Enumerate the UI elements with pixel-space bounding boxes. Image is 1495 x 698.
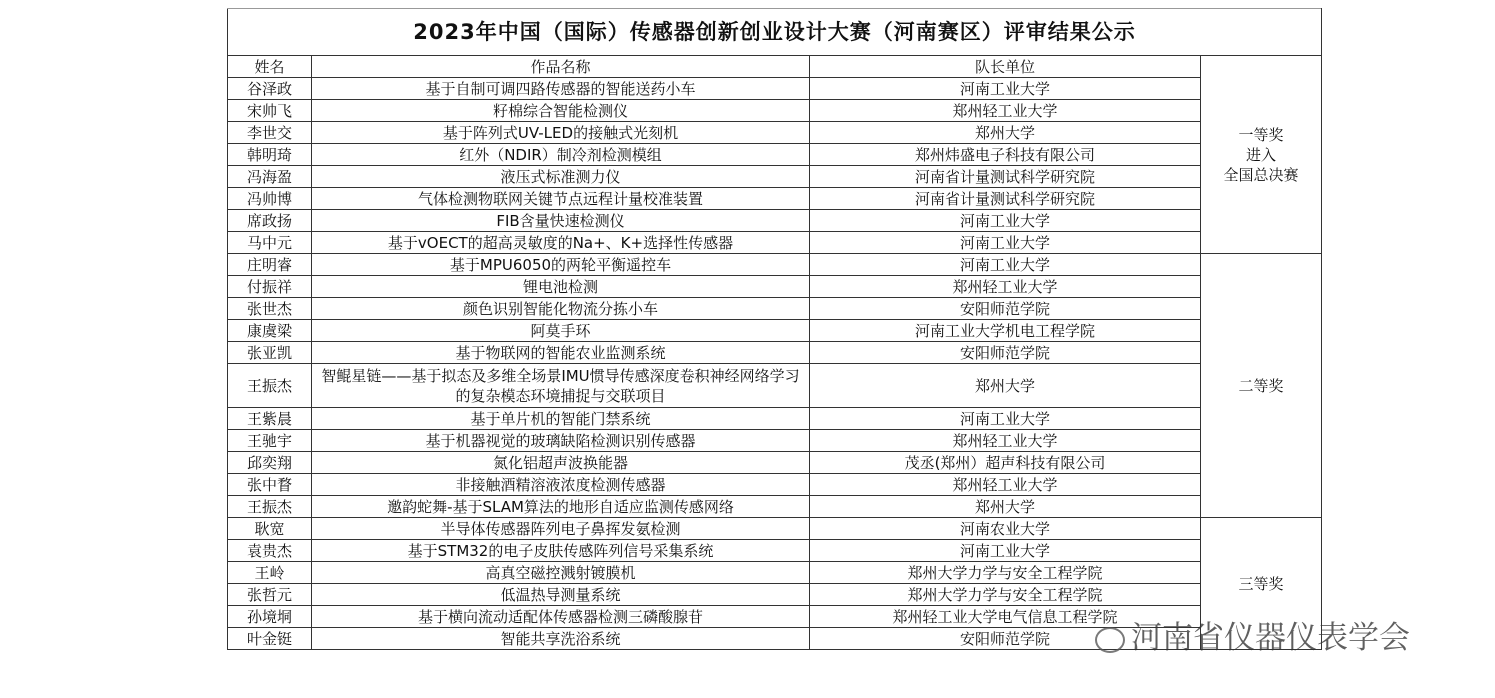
results-sheet [227, 8, 1321, 670]
header-row [228, 56, 1322, 78]
cell-work: FIB含量快速检测仪 [312, 210, 810, 232]
cell-work: 半导体传感器阵列电子鼻挥发氨检测 [312, 518, 810, 540]
cell-unit: 河南工业大学机电工程学院 [810, 320, 1201, 342]
table-row [228, 430, 1322, 452]
header-work: 作品名称 [312, 56, 810, 78]
cell-work: 基于横向流动适配体传感器检测三磷酸腺苷 [312, 606, 810, 628]
cell-work: 邀韵蛇舞-基于SLAM算法的地形自适应监测传感网络 [312, 496, 810, 518]
cell-work: 籽棉综合智能检测仪 [312, 100, 810, 122]
table-row [228, 364, 1322, 408]
header-name: 姓名 [228, 56, 312, 78]
cell-name: 马中元 [228, 232, 312, 254]
cell-unit: 郑州轻工业大学 [810, 430, 1201, 452]
cell-unit: 河南工业大学 [810, 408, 1201, 430]
cell-unit: 河南工业大学 [810, 254, 1201, 276]
cell-name: 张哲元 [228, 584, 312, 606]
cell-work: 红外（NDIR）制冷剂检测模组 [312, 144, 810, 166]
cell-name: 王驰宇 [228, 430, 312, 452]
cell-unit: 河南工业大学 [810, 78, 1201, 100]
watermark-text: 河南省仪器仪表学会 [1131, 620, 1410, 656]
cell-name: 王振杰 [228, 364, 312, 408]
cell-unit: 河南工业大学 [810, 232, 1201, 254]
cell-work: 锂电池检测 [312, 276, 810, 298]
cell-unit: 安阳师范学院 [810, 628, 1201, 650]
cell-work: 颜色识别智能化物流分拣小车 [312, 298, 810, 320]
cell-work: 基于机器视觉的玻璃缺陷检测识别传感器 [312, 430, 810, 452]
cell-name: 李世交 [228, 122, 312, 144]
cell-work: 氮化铝超声波换能器 [312, 452, 810, 474]
cell-name: 席政扬 [228, 210, 312, 232]
cell-unit: 河南工业大学 [810, 210, 1201, 232]
title-row [228, 9, 1322, 56]
table-row [228, 584, 1322, 606]
cell-work: 基于STM32的电子皮肤传感阵列信号采集系统 [312, 540, 810, 562]
cell-unit: 郑州大学力学与安全工程学院 [810, 562, 1201, 584]
table-row [228, 408, 1322, 430]
cell-name: 张亚凯 [228, 342, 312, 364]
cell-name: 付振祥 [228, 276, 312, 298]
cell-name: 王岭 [228, 562, 312, 584]
cell-name: 叶金铤 [228, 628, 312, 650]
cell-unit: 郑州轻工业大学电气信息工程学院 [810, 606, 1201, 628]
cell-name: 王紫晨 [228, 408, 312, 430]
cell-unit: 安阳师范学院 [810, 298, 1201, 320]
cell-work: 非接触酒精溶液浓度检测传感器 [312, 474, 810, 496]
wechat-icon [1095, 627, 1125, 653]
cell-name: 张中瞀 [228, 474, 312, 496]
cell-unit: 茂丞(郑州）超声科技有限公司 [810, 452, 1201, 474]
cell-name: 庄明睿 [228, 254, 312, 276]
table-row [228, 452, 1322, 474]
table-row [228, 298, 1322, 320]
cell-name: 韩明琦 [228, 144, 312, 166]
cell-unit: 郑州大学 [810, 364, 1201, 408]
table-row [228, 188, 1322, 210]
cell-name: 谷泽政 [228, 78, 312, 100]
table-row [228, 78, 1322, 100]
table-title: 2023年中国（国际）传感器创新创业设计大赛（河南赛区）评审结果公示 [228, 9, 1322, 56]
cell-work: 智鲲星链——基于拟态及多维全场景IMU惯导传感深度卷积神经网络学习的复杂模态环境捕捉与交联项目 [312, 364, 810, 408]
cell-name: 袁贵杰 [228, 540, 312, 562]
cell-name: 孙境垌 [228, 606, 312, 628]
results-table [227, 8, 1322, 650]
cell-name: 邱奕翔 [228, 452, 312, 474]
cell-unit: 郑州轻工业大学 [810, 276, 1201, 298]
table-row [228, 210, 1322, 232]
cell-work: 基于自制可调四路传感器的智能送药小车 [312, 78, 810, 100]
watermark [1095, 612, 1410, 657]
table-row [228, 122, 1322, 144]
cell-unit: 河南省计量测试科学研究院 [810, 188, 1201, 210]
cell-name: 冯海盈 [228, 166, 312, 188]
table-row [228, 518, 1322, 540]
cell-unit: 郑州大学力学与安全工程学院 [810, 584, 1201, 606]
cell-work: 液压式标准测力仪 [312, 166, 810, 188]
award-third-label: 三等奖 [1238, 574, 1284, 593]
table-row [228, 474, 1322, 496]
cell-name: 耿宽 [228, 518, 312, 540]
cell-work: 智能共享洗浴系统 [312, 628, 810, 650]
cell-unit: 郑州大学 [810, 122, 1201, 144]
table-row [228, 342, 1322, 364]
table-row [228, 166, 1322, 188]
award-first-cell [1201, 56, 1322, 254]
cell-name: 康虞梁 [228, 320, 312, 342]
cell-unit: 安阳师范学院 [810, 342, 1201, 364]
cell-unit: 河南工业大学 [810, 540, 1201, 562]
cell-work: 基于阵列式UV-LED的接触式光刻机 [312, 122, 810, 144]
cell-work: 低温热导测量系统 [312, 584, 810, 606]
cell-name: 张世杰 [228, 298, 312, 320]
cell-work: 基于物联网的智能农业监测系统 [312, 342, 810, 364]
cell-work: 基于单片机的智能门禁系统 [312, 408, 810, 430]
table-row [228, 254, 1322, 276]
cell-work: 高真空磁控溅射镀膜机 [312, 562, 810, 584]
cell-unit: 郑州轻工业大学 [810, 100, 1201, 122]
cell-work: 阿莫手环 [312, 320, 810, 342]
cell-work: 基于MPU6050的两轮平衡遥控车 [312, 254, 810, 276]
table-row [228, 100, 1322, 122]
table-row [228, 562, 1322, 584]
cell-unit: 郑州轻工业大学 [810, 474, 1201, 496]
table-row [228, 496, 1322, 518]
award-second-cell [1201, 254, 1322, 518]
table-row [228, 320, 1322, 342]
table-row [228, 144, 1322, 166]
header-unit: 队长单位 [810, 56, 1201, 78]
table-row [228, 540, 1322, 562]
award-first-label: 一等奖 进入 全国总决赛 [1223, 125, 1299, 184]
cell-work: 基于vOECT的超高灵敏度的Na+、K+选择性传感器 [312, 232, 810, 254]
cell-unit: 郑州炜盛电子科技有限公司 [810, 144, 1201, 166]
cell-unit: 河南农业大学 [810, 518, 1201, 540]
cell-unit: 河南省计量测试科学研究院 [810, 166, 1201, 188]
cell-work: 气体检测物联网关键节点远程计量校准装置 [312, 188, 810, 210]
table-row [228, 276, 1322, 298]
award-second-label: 二等奖 [1238, 376, 1284, 395]
cell-name: 冯帅博 [228, 188, 312, 210]
cell-name: 王振杰 [228, 496, 312, 518]
cell-name: 宋帅飞 [228, 100, 312, 122]
table-row [228, 232, 1322, 254]
cell-unit: 郑州大学 [810, 496, 1201, 518]
